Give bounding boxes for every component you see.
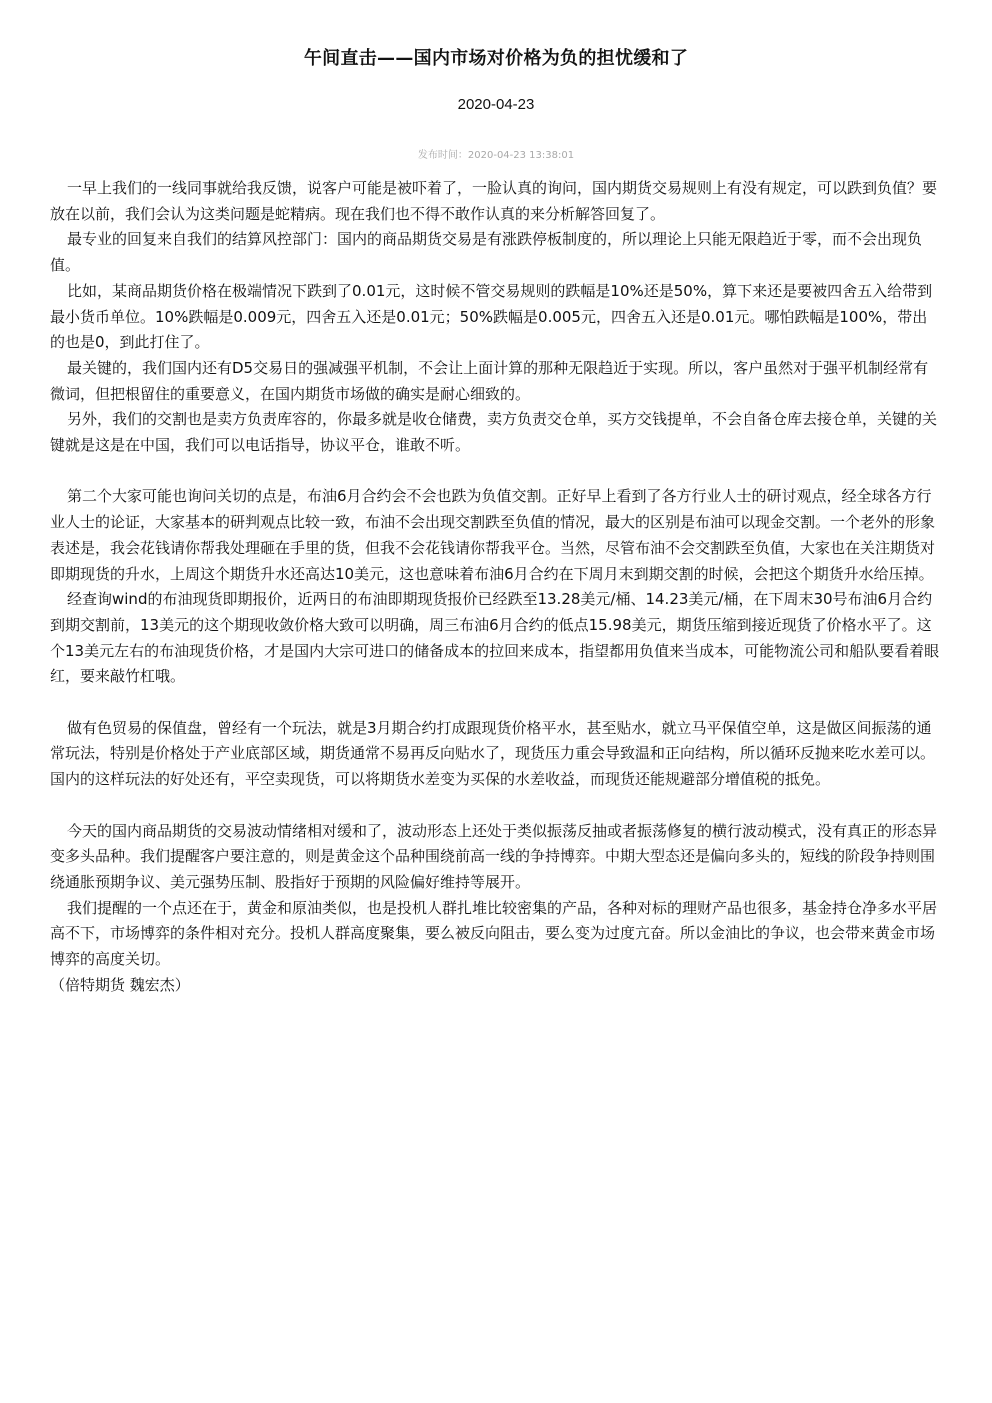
paragraph: 我们提醒的一个点还在于，黄金和原油类似，也是投机人群扎堆比较密集的产品，各种对标的理财产品也很多，基金持仓净多水平居高不下，市场博弈的条件相对充分。投机人群高度聚集，要么被反向阻击，要么变为过度亢奋。所以金油比的争议，也会带来黄金市场博弈的高度关切。: [50, 898, 938, 969]
article-title: 午间直击——国内市场对价格为负的担忧缓和了: [303, 48, 689, 69]
paragraph-spacer: [50, 793, 942, 819]
paragraph: 第二个大家可能也询问关切的点是，布油6月合约会不会也跌为负值交割。正好早上看到了各方行业人士的研讨观点，经全球各方行业人士的论证，大家基本的研判观点比较一致，布油不会出现交割跌至负值的情况，最大的区别是布油可以现金交割。一个老外的形象表述是，我会花钱请你帮我处理砸在手里的货，但我不会花钱请你帮我平仓。当然，尽管布油不会交割跌至负值，大家也在关注期货对即期现货的升水，上周这个期货升水还高达10美元，这也意味着布油6月合约在下周月末到期交割的时候，会把这个期货升水给压掉。: [50, 487, 936, 583]
article-body: [50, 176, 942, 998]
paragraph: 今天的国内商品期货的交易波动情绪相对缓和了，波动形态上还处于类似振荡反抽或者振荡修复的横行波动模式，没有真正的形态异变多头品种。我们提醒客户要注意的，则是黄金这个品种围绕前高一线的争持博弈。中期大型态还是偏向多头的，短线的阶段争持则围绕通胀预期争议、美元强势压制、股指好于预期的风险偏好维持等展开。: [50, 821, 938, 891]
paragraph: 最专业的回复来自我们的结算风控部门：国内的商品期货交易是有涨跌停板制度的，所以理论上只能无限趋近于零，而不会出现负值。: [50, 230, 923, 275]
paragraph-spacer: [50, 690, 942, 716]
paragraph-spacer: [50, 459, 942, 485]
author-signature: （倍特期货 魏宏杰）: [50, 975, 190, 994]
paragraph: 另外，我们的交割也是卖方负责库容的，你最多就是收仓储费，卖方负责交仓单，买方交钱提单，不会自备仓库去接仓单，关键的关键就是这是在中国，我们可以电话指导，协议平仓，谁敢不听。: [50, 410, 938, 455]
paragraph: 经查询wind的布油现货即期报价，近两日的布油即期现货报价已经跌至13.28美元/桶、14.23美元/桶，在下周末30号布油6月合约到期交割前，13美元的这个期现收敛价格大致可以明确，周三布油6月合约的低点15.98美元，期货压缩到接近现货了价格水平了。这个13美元左右的布油现货价格，才是国内大宗可进口的储备成本的拉回来成本，指望都用负值来当成本，可能物流公司和船队要看着眼红，要来敲竹杠哦。: [50, 590, 940, 686]
paragraph: 比如，某商品期货价格在极端情况下跌到了0.01元，这时候不管交易规则的跌幅是10%还是50%，算下来还是要被四舍五入给带到最小货币单位。10%跌幅是0.009元，四舍五入还是0.01元；50%跌幅是0.005元，四舍五入还是0.01元。哪怕跌幅是100%，带出的也是0，到此打住了。: [50, 281, 933, 352]
paragraph: 最关键的，我们国内还有D5交易日的强减强平机制，不会让上面计算的那种无限趋近于实现。所以，客户虽然对于强平机制经常有微词，但把根留住的重要意义，在国内期货市场做的确实是耐心细致的。: [50, 358, 929, 403]
publish-time: 发布时间：2020-04-23 13:38:01: [417, 150, 575, 161]
article-date: 2020-04-23: [457, 96, 535, 113]
paragraph: 一早上我们的一线同事就给我反馈，说客户可能是被吓着了，一脸认真的询问，国内期货交易规则上有没有规定，可以跌到负值？要放在以前，我们会认为这类问题是蛇精病。现在我们也不得不敢作认真的来分析解答回复了。: [50, 179, 938, 223]
paragraph: 做有色贸易的保值盘，曾经有一个玩法，就是3月期合约打成跟现货价格平水，甚至贴水，就立马平保值空单，这是做区间振荡的通常玩法，特别是价格处于产业底部区域，期货通常不易再反向贴水了，现货压力重会导致温和正向结构，所以循环反抛来吃水差可以。国内的这样玩法的好处还有，平空卖现货，可以将期货水差变为买保的水差收益，而现货还能规避部分增值税的抵免。: [50, 718, 936, 789]
